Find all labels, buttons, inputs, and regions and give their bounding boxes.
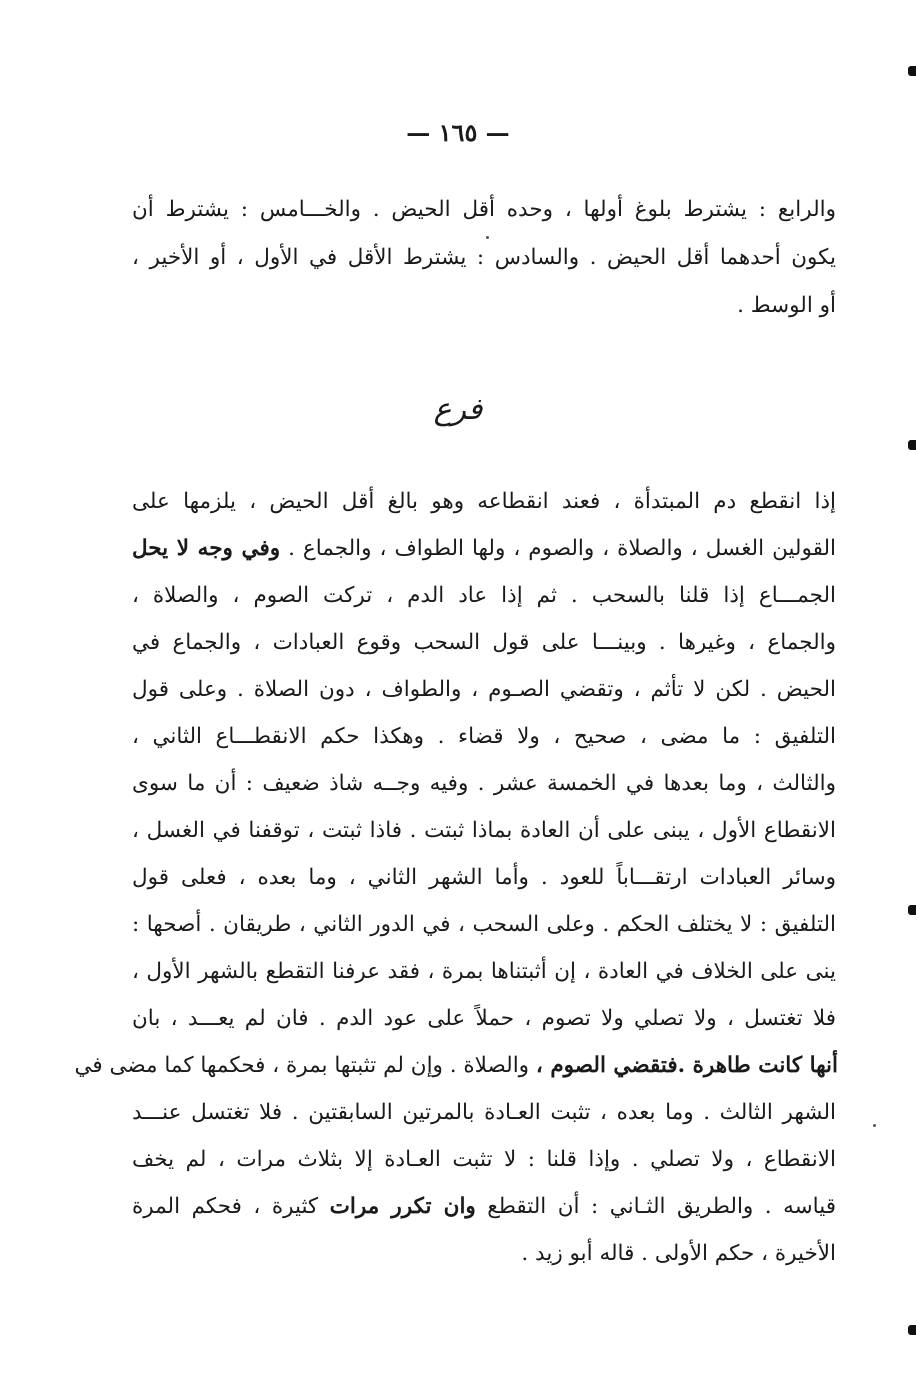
body-line-text: والثالث ، وما بعدها في الخمسة عشر . وفيه وجــه شاذ ضعيف : أن ما سوى — [132, 771, 836, 796]
body-line — [132, 1230, 836, 1277]
body-line-text: ينى على الخلاف في العادة ، إن أثبتناها بمرة ، فقد عرفنا التقطع بالشهر الأول ، — [132, 959, 836, 984]
body-line-text: كثيرة ، فحكم المرة — [132, 1194, 319, 1219]
body-line — [132, 1089, 836, 1136]
body-line — [132, 760, 836, 807]
body-line — [132, 478, 836, 525]
body-line — [132, 572, 836, 619]
body-line — [132, 525, 836, 572]
bold-phrase: وان تكرر مرات — [329, 1194, 476, 1219]
intro-line: والرابع : يشترط بلوغ أولها ، وحده أقل الحيض . والخـــامس : يشترط أن — [132, 197, 836, 222]
bold-phrase: وفي وجه لا يحل — [132, 536, 281, 561]
body-line — [74, 1042, 838, 1089]
body-line-text: والصلاة . وإن لم تثبتها بمرة ، فحكمها كما مضى في — [74, 1053, 530, 1078]
binding-edge-mark — [908, 1325, 916, 1335]
body-line — [132, 901, 836, 948]
binding-edge-mark — [908, 66, 916, 76]
body-line — [132, 995, 836, 1042]
body-line — [132, 1136, 836, 1183]
body-line-text: التلفيق : لا يختلف الحكم . وعلى السحب ، في الدور الثاني ، طريقان . أصحها : — [132, 912, 836, 937]
intro-line: أو الوسط . — [737, 293, 836, 318]
page-number: — ١٦٥ — — [406, 118, 510, 147]
body-line — [132, 807, 836, 854]
body-line-text: التلفيق : ما مضى ، صحيح ، ولا قضاء . وهكذا حكم الانقطـــاع الثاني ، — [132, 724, 836, 749]
body-line — [132, 948, 836, 995]
body-line-text: الأخيرة ، حكم الأولى . قاله أبو زيد . — [521, 1241, 836, 1266]
intro-paragraph — [132, 186, 836, 330]
body-line-text: فلا تغتسل ، ولا تصلي ولا تصوم ، حملاً على عود الدم . فان لم يعـــد ، بان — [132, 1006, 836, 1031]
body-paragraph — [74, 478, 838, 1277]
body-line-text: الشهر الثالث . وما بعده ، تثبت العـادة بالمرتين السابقتين . فلا تغتسل عنـــد — [132, 1100, 836, 1125]
bold-phrase: أنها كانت طاهرة .فتقضي الصوم ، — [535, 1053, 838, 1078]
body-line — [132, 619, 836, 666]
body-line-text: والجماع ، وغيرها . وبينـــا على قول السحب وقوع العبادات ، والجماع في — [132, 630, 836, 655]
body-line-text: الحيض . لكن لا تأثم ، وتقضي الصـوم ، والطواف ، دون الصلاة . وعلى قول — [132, 677, 836, 702]
binding-edge-mark — [908, 440, 916, 450]
speck-mark — [486, 236, 489, 239]
intro-line: يكون أحدهما أقل الحيض . والسادس : يشترط الأقل في الأول ، أو الأخير ، — [132, 245, 836, 270]
body-line — [132, 1183, 836, 1230]
body-line-text: الانقطاع ، ولا تصلي . وإذا قلنا : لا تثبت العـادة إلا بثلاث مرات ، لم يخف — [132, 1147, 836, 1172]
body-line — [132, 713, 836, 760]
body-line-text: القولين الغسل ، والصلاة ، والصوم ، ولها الطواف ، والجماع . — [288, 536, 836, 561]
speck-mark — [873, 1124, 876, 1127]
body-line-text: قياسه . والطريق الثـاني : أن التقطع — [487, 1194, 836, 1219]
body-line-text: وسائر العبادات ارتقـــاباً للعود . وأما الشهر الثاني ، وما بعده ، فعلى قول — [132, 865, 836, 890]
binding-edge-mark — [908, 905, 916, 915]
body-line-text: الجمـــاع إذا قلنا بالسحب . ثم إذا عاد الدم ، تركت الصوم ، والصلاة ، — [132, 583, 836, 608]
body-line-text: إذا انقطع دم المبتدأة ، فعند انقطاعه وهو بالغ أقل الحيض ، يلزمها على — [132, 489, 836, 514]
body-line-text: الانقطاع الأول ، يبنى على أن العادة بماذا ثبتت . فاذا ثبتت ، توقفنا في الغسل ، — [132, 818, 836, 843]
section-title: فرع — [433, 392, 483, 427]
body-line — [132, 666, 836, 713]
body-line — [132, 854, 836, 901]
